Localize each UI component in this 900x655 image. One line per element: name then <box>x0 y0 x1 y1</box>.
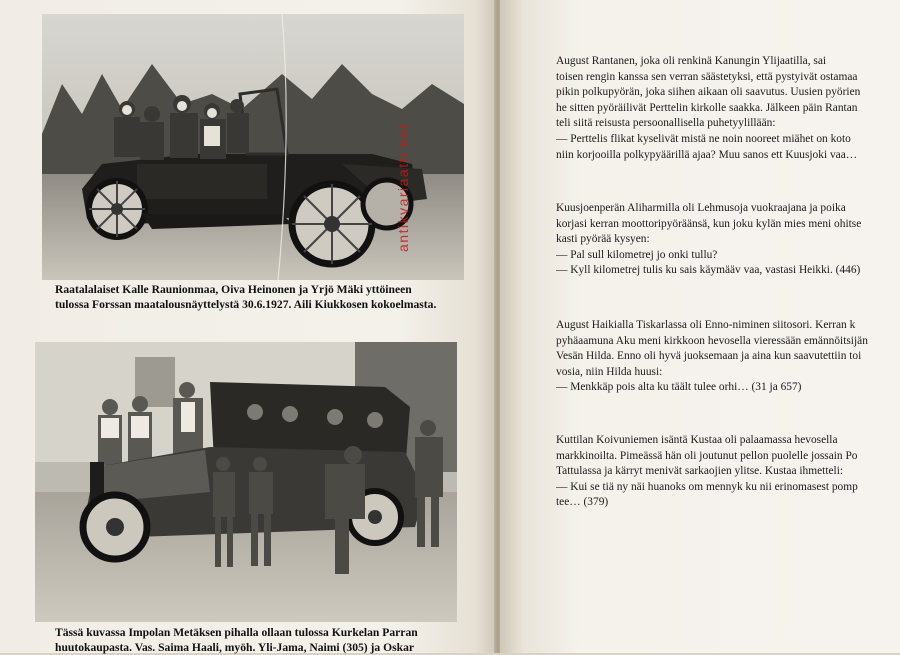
entry-line: August Haikialla Tiskarlassa oli Enno-niminen siitosori. Kerran k <box>556 319 856 331</box>
entry-line: Vesän Hilda. Enno oli hyvä juoksemaan ja aina kun saavutettiin toi <box>556 350 862 363</box>
entry-line: Tattulassa ja kärryt menivät sarkaojien ylitse. Kustaa ihmetteli: <box>556 465 844 478</box>
caption-line: Tässä kuvassa Impolan Metäksen pihalla ollaan tulossa Kurkelan Parran <box>55 626 418 639</box>
anecdote-entry <box>556 54 900 163</box>
entry-line: markkinoilta. Pimeässä hän oli joutunut pellon puolelle jossain Po <box>556 449 858 462</box>
entry-line: — Perttelis flikat kyselivät mistä ne noin nooreet miähet on koto <box>556 132 851 145</box>
vintage-car-photo-icon <box>35 342 457 622</box>
entry-line: — Kyll kilometrej tulis ku sais käymääv vaa, vastasi Heikki. (446) <box>556 264 861 277</box>
watermark-text: antikvariaatti.net <box>395 123 411 252</box>
entry-line: — Menkkäp pois alta ku täält tulee orhi… (31 ja 657) <box>556 381 802 394</box>
entry-line: — Pal sull kilometrej jo onki tullu? <box>556 248 718 261</box>
caption-line: tulossa Forssan maatalousnäyttelystä 30.6.1927. Aili Kiukkosen kokoelmasta. <box>55 298 437 311</box>
photo-sedan-car <box>35 342 457 622</box>
entry-line: korjasi kerran moottoripyöräänsä, kun joku kylän mies meni ohitse <box>556 217 862 230</box>
anecdote-entry <box>556 433 900 511</box>
entry-line: toisen rengin kanssa sen verran säästetyksi, että pystyivät ostamaa <box>556 70 858 83</box>
entry-line: he sitten pyöräilivät Perttelin kirkolle saakka. Jälkeen päin Rantan <box>556 101 858 114</box>
photo1-caption <box>55 282 436 312</box>
entry-line: August Rantanen, joka oli renkinä Kanungin Ylijaatilla, sai <box>556 55 827 67</box>
entry-line: kasti pyörää kysyen: <box>556 233 650 246</box>
caption-line: huutokaupasta. Vas. Saima Haali, myöh. Yli-Jama, Naimi (305) ja Oskar <box>55 641 415 654</box>
entry-line: Kuusjoenperän Aliharmilla oli Lehmusoja vuokraajana ja poika <box>556 202 846 214</box>
entry-line: tee… (379) <box>556 496 609 509</box>
entry-line: niin korjooilla polkypyäärillä ajaa? Muu sanos ett Kuusjoki vaa… <box>556 148 858 161</box>
anecdote-entry <box>556 201 900 279</box>
photo2-caption <box>55 625 418 655</box>
entry-line: pyhäaamuna Aku meni kirkkoon hevosella vieressään emännöitsijän <box>556 334 868 347</box>
entry-line: teli siitä reisusta persoonallisella puhetyylillään: <box>556 117 776 130</box>
entry-line: — Kui se tiä ny näi huanoks om mennyk ku nii erinomasest pomp <box>556 480 858 493</box>
entry-line: Kuttilan Koivuniemen isäntä Kustaa oli palaamassa hevosella <box>556 434 838 446</box>
anecdote-entry <box>556 318 900 396</box>
entry-line: vosia, niin Hilda huusi: <box>556 365 663 378</box>
caption-line: Raatalalaiset Kalle Raunionmaa, Oiva Heinonen ja Yrjö Mäki yttöineen <box>55 283 412 296</box>
entry-line: pikin polkupyörän, joka siihen aikaan oli saavutus. Uusien pyörien <box>556 86 861 99</box>
